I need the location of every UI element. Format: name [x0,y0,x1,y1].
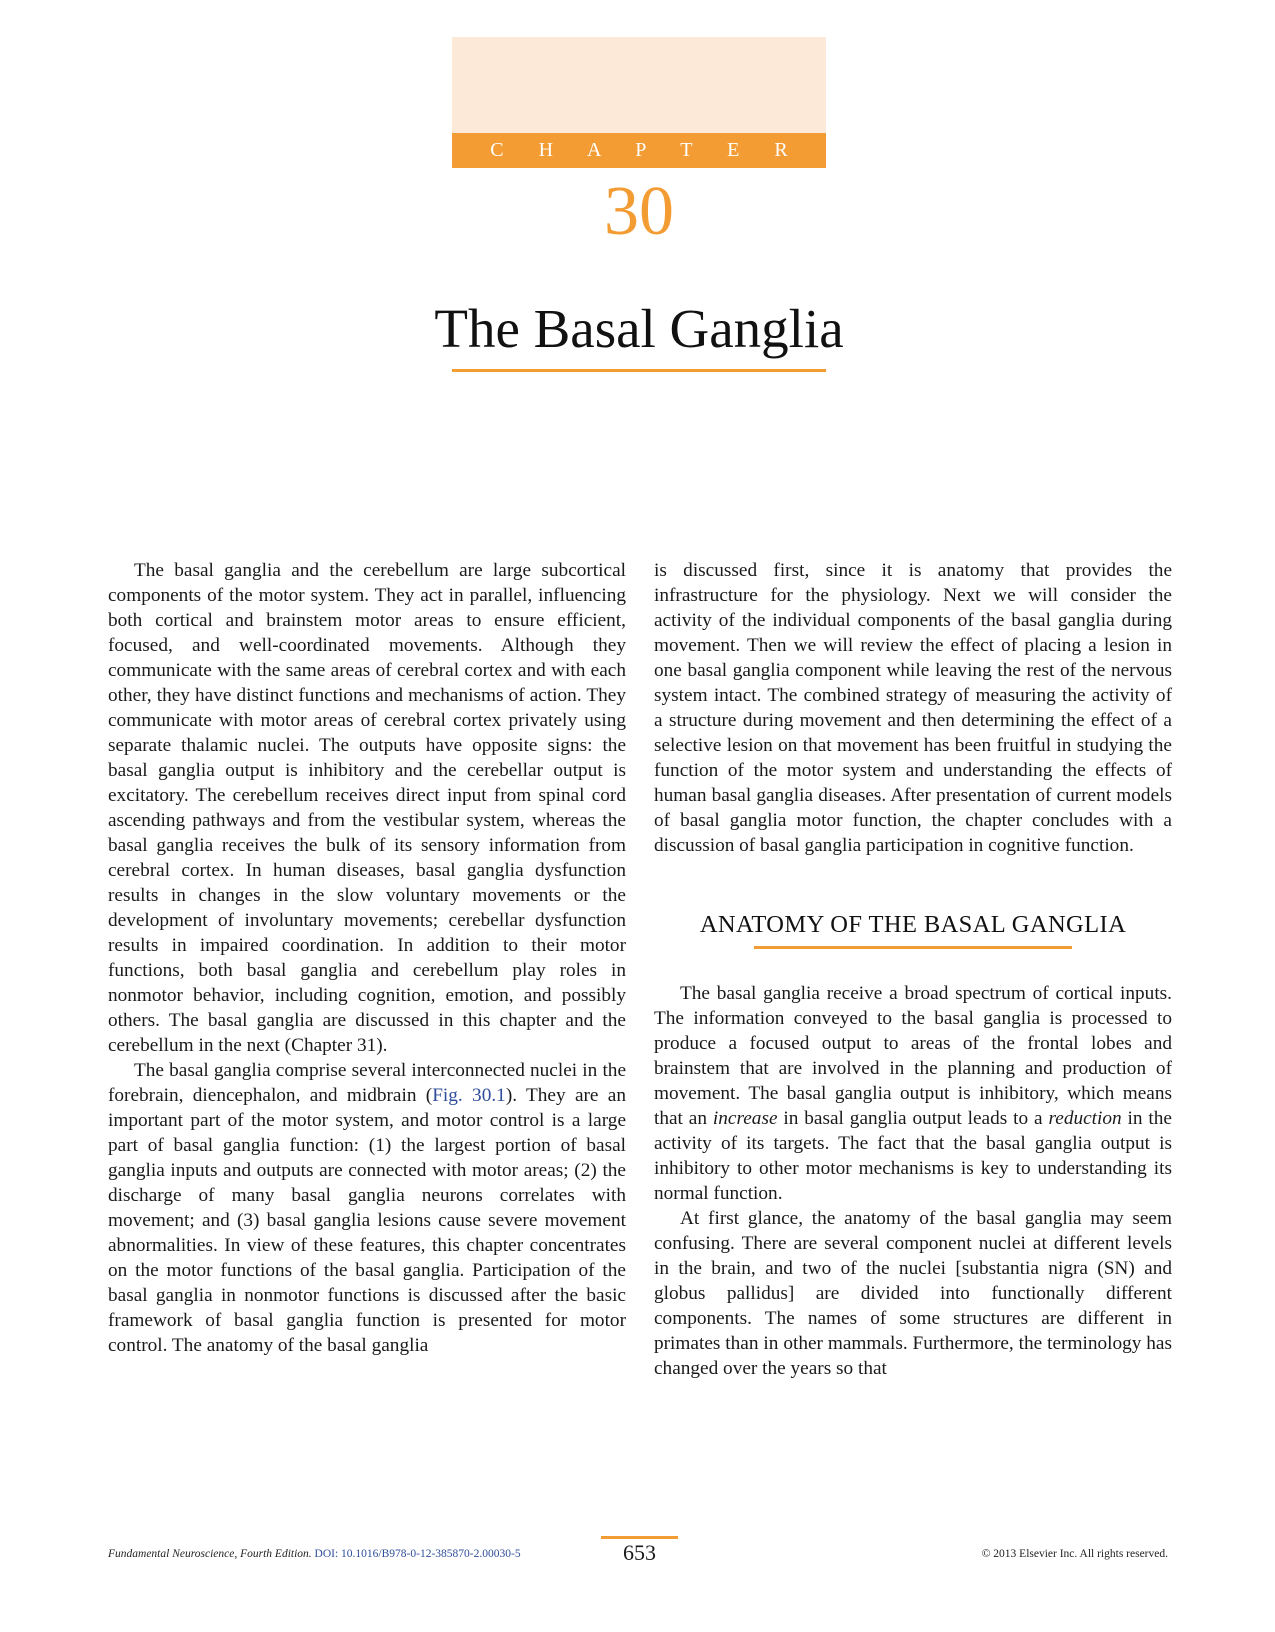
right-paragraph-2-text-b: in basal ganglia output leads to a [777,1108,1049,1129]
left-column [108,558,626,1358]
right-paragraph-3: At first glance, the anatomy of the basal ganglia may seem confusing. There are several component nuclei at different levels in the brain, and two of the nuclei [substantia nigra (SN) and globus pallidus] are divided into functionally different components. The names of some structures are different in primates than in other mammals. Furthermore, the terminology has changed over the years so that [654,1208,1172,1379]
section-heading: ANATOMY OF THE BASAL GANGLIA [699,911,1127,938]
emphasis-increase: increase [712,1108,778,1129]
section-heading-underline [754,946,1072,949]
footer-doi-link[interactable]: DOI: 10.1016/B978-0-12-385870-2.00030-5 [314,1548,521,1560]
left-paragraph-2-text-a: The basal ganglia comprise several interconnected nuclei in the forebrain, diencephalon, and midbrain ( [108,1060,626,1106]
right-paragraph-1: is discussed first, since it is anatomy that provides the infrastructure for the physiology. Next we will consider the activity of the individual components of the basal ganglia during movement. Then we will review the effect of placing a lesion in one basal ganglia component while leaving the rest of the nervous system intact. The combined strategy of measuring the activity of a structure during movement and then determining the effect of a selective lesion on that movement has been fruitful in studying the function of the motor system and understanding the effects of human basal ganglia diseases. After presentation of current models of basal ganglia motor function, the chapter concludes with a discussion of basal ganglia participation in cognitive function. [654,560,1172,856]
title-underline [452,369,826,372]
chapter-number: 30 [604,173,674,250]
figure-link[interactable]: Fig. 30.1 [432,1085,506,1106]
left-paragraph-2-text-b: ). They are an important part of the motor system, and motor control is a large part of basal ganglia function: (1) the largest portion of basal ganglia inputs and outputs are connected with motor areas; (2) the discharge of many basal ganglia neurons correlates with movement; and (3) basal ganglia lesions cause severe movement abnormalities. In view of these features, this chapter concentrates on the motor functions of the basal ganglia. Participation of the basal ganglia in nonmotor functions is discussed after the basic framework of basal ganglia function is presented for motor control. The anatomy of the basal ganglia [108,1085,626,1356]
left-paragraph-2 [108,1058,626,1358]
footer-citation [108,1548,521,1560]
footer-copyright: © 2013 Elsevier Inc. All rights reserved. [981,1548,1168,1560]
page-number: 653 [623,1540,656,1565]
left-paragraph-1: The basal ganglia and the cerebellum are large subcortical components of the motor system. They act in parallel, influencing both cortical and brainstem motor areas to ensure efficient, focused, and well-coordinated movements. Although they communicate with the same areas of cerebral cortex and with each other, they have distinct functions and mechanisms of action. They communicate with motor areas of cerebral cortex privately using separate thalamic nuclei. The outputs have opposite signs: the basal ganglia output is inhibitory and the cerebellar output is excitatory. The cerebellum receives direct input from spinal cord ascending pathways and from the vestibular system, whereas the basal ganglia receives the bulk of its sensory information from cerebral cortex. In human diseases, basal ganglia dysfunction results in changes in the slow voluntary movements or the development of involuntary movements; cerebellar dysfunction results in impaired coordination. In addition to their motor functions, both basal ganglia and cerebellum play roles in nonmotor behavior, including cognition, emotion, and possibly others. The basal ganglia are discussed in this chapter and the cerebellum in the next (Chapter 31). [108,560,626,1056]
right-paragraph-2-text-c: in the activity of its targets. The fact that the basal ganglia output is inhibitory to other motor mechanisms is key to understanding its normal function. [654,1108,1172,1204]
chapter-header-background [452,37,826,133]
footer-book-title: Fundamental Neuroscience, Fourth Edition. [108,1548,312,1560]
chapter-title: The Basal Ganglia [434,298,844,359]
chapter-label: C H A P T E R [452,133,826,168]
right-paragraph-2-text-a: The basal ganglia receive a broad spectrum of cortical inputs. The information conveyed to the basal ganglia is processed to produce a focused output to areas of the frontal lobes and brainstem that are involved in the planning and production of movement. The basal ganglia output is inhibitory, which means that an [654,983,1172,1129]
right-paragraph-2 [654,981,1172,1206]
right-column [654,558,1172,1381]
emphasis-reduction: reduction [1048,1108,1122,1129]
